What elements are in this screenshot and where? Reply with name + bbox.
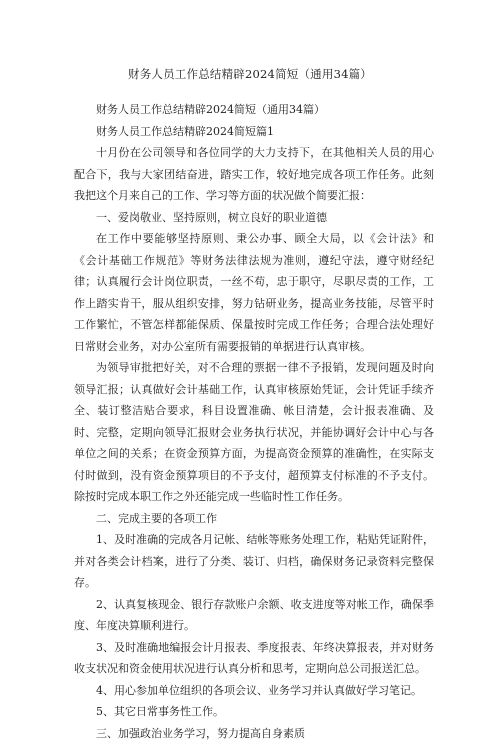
list-item: 5、其它日常事务性工作。 xyxy=(74,701,434,723)
body-paragraph: 为领导审批把好关，对不合理的票据一律不予报销，发现问题及时向领导汇报；认真做好会计基础工作，认真审核原始凭证，会计凭证手续齐全、装订整洁贴合要求，科目设置准确、帐目清楚，会计报表准确、及时、完整，定期向领导汇报财会业务执行状况，并能协调好会计中心与各单位之间的关系；在资金预算方面，为提高资金预算的准确性，在实际支付时做到，没有资金预算项目的不予支付，超预算支付标准的不予支付。除按时完成本职工作之外还能完成一些临时性工作任务。 xyxy=(74,357,434,508)
subtitle-paragraph: 财务人员工作总结精辟2024简短（通用34篇） xyxy=(74,99,434,121)
section-heading: 一、爱岗敬业、坚持原则，树立良好的职业道德 xyxy=(74,207,434,229)
list-item: 4、用心参加单位组织的各项会议、业务学习并认真做好学习笔记。 xyxy=(74,680,434,702)
section-heading: 财务人员工作总结精辟2024简短篇1 xyxy=(74,121,434,143)
document-body xyxy=(74,99,434,744)
body-paragraph: 十月份在公司领导和各位同学的大力支持下，在其他相关人员的用心配合下，我与大家团结奋进，踏实工作，较好地完成各项工作任务。此刻我把这个月来自己的工作、学习等方面的状况做个简要汇报： xyxy=(74,142,434,207)
list-item: 1、及时准确的完成各月记帐、结帐等账务处理工作，粘贴凭证附件，并对各类会计档案，进行了分类、装订、归档，确保财务记录资料完整保存。 xyxy=(74,529,434,594)
section-heading: 二、完成主要的各项工作 xyxy=(74,508,434,530)
page-title: 财务人员工作总结精辟2024简短（通用34篇） xyxy=(0,66,500,82)
list-item: 3、及时准确地编报会计月报表、季度报表、年终决算报表，并对财务收支状况和资金使用状况进行认真分析和思考，定期向总公司报送汇总。 xyxy=(74,637,434,680)
list-item: 2、认真复核现金、银行存款账户余额、收支进度等对帐工作，确保季度、年度决算顺利进行。 xyxy=(74,594,434,637)
body-paragraph: 在工作中要能够坚持原则、秉公办事、顾全大局，以《会计法》和《会计基础工作规范》等财务法律法规为准则，遵纪守法，遵守财经纪律；认真履行会计岗位职责，一丝不苟，忠于职守，尽职尽责的工作，工作上踏实肯干，服从组织安排，努力钻研业务，提高业务技能，尽管平时工作繁忙，不管怎样都能保质、保量按时完成工作任务；合理合法处理好日常财会业务，对办公室所有需要报销的单据进行认真审核。 xyxy=(74,228,434,357)
section-heading: 三、加强政治业务学习，努力提高自身素质 xyxy=(74,723,434,744)
